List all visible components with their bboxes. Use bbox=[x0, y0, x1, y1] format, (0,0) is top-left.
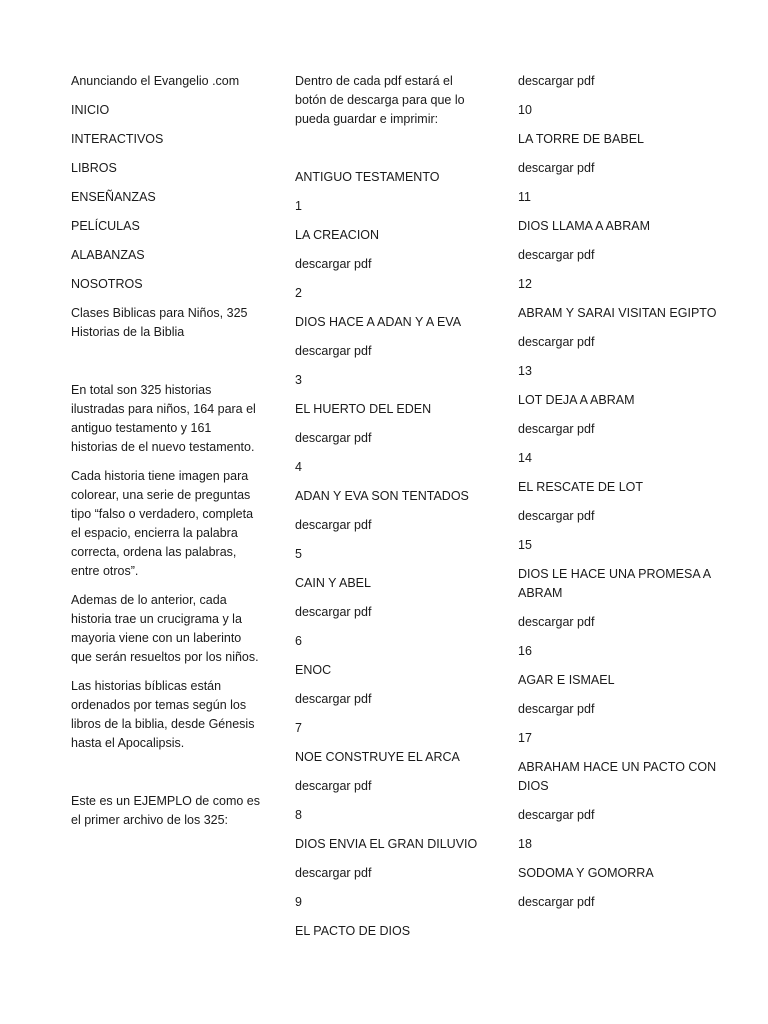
story-number: 13 bbox=[518, 364, 532, 378]
download-pdf-link[interactable]: descargar pdf bbox=[518, 895, 595, 909]
download-pdf-link[interactable]: descargar pdf bbox=[518, 161, 595, 175]
story-title: DIOS LE HACE UNA PROMESA A ABRAM bbox=[518, 567, 711, 600]
nav-item-peliculas[interactable]: PELÍCULAS bbox=[71, 219, 140, 233]
story-title: LA CREACION bbox=[295, 228, 380, 242]
download-pdf-link[interactable]: descargar pdf bbox=[518, 248, 595, 262]
spacer bbox=[71, 352, 261, 381]
story-title: AGAR E ISMAEL bbox=[518, 673, 615, 687]
download-pdf-link[interactable]: descargar pdf bbox=[295, 344, 372, 358]
story-title: DIOS HACE A ADAN Y A EVA bbox=[295, 315, 462, 329]
paragraph-crossword: Ademas de lo anterior, cada historia trae un crucigrama y la mayoria viene con un laberinto que serán resueltos por los niños. bbox=[71, 593, 259, 664]
left-column bbox=[71, 72, 261, 840]
download-pdf-link[interactable]: descargar pdf bbox=[295, 866, 372, 880]
download-pdf-link[interactable]: descargar pdf bbox=[518, 335, 595, 349]
nav-item-ensenanzas[interactable]: ENSEÑANZAS bbox=[71, 190, 156, 204]
story-title: ENOC bbox=[295, 663, 332, 677]
story-title: LA TORRE DE BABEL bbox=[518, 132, 644, 146]
download-pdf-link[interactable]: descargar pdf bbox=[518, 509, 595, 523]
story-number: 17 bbox=[518, 731, 532, 745]
download-intro: Dentro de cada pdf estará el botón de descarga para que lo pueda guardar e imprimir: bbox=[295, 74, 465, 126]
download-pdf-link[interactable]: descargar pdf bbox=[295, 779, 372, 793]
story-number: 16 bbox=[518, 644, 532, 658]
download-pdf-link[interactable]: descargar pdf bbox=[295, 692, 372, 706]
middle-column bbox=[295, 72, 485, 951]
download-pdf-link[interactable]: descargar pdf bbox=[518, 615, 595, 629]
download-pdf-link[interactable]: descargar pdf bbox=[295, 257, 372, 271]
story-title: ABRAHAM HACE UN PACTO CON DIOS bbox=[518, 760, 717, 793]
spacer bbox=[71, 763, 261, 792]
spacer bbox=[295, 139, 485, 168]
story-number: 12 bbox=[518, 277, 532, 291]
download-pdf-link[interactable]: descargar pdf bbox=[295, 518, 372, 532]
nav-item-interactivos[interactable]: INTERACTIVOS bbox=[71, 132, 164, 146]
paragraph-total: En total son 325 historias ilustradas para niños, 164 para el antiguo testamento y 161 historias de el nuevo testamento. bbox=[71, 383, 256, 454]
example-note: Este es un EJEMPLO de como es el primer archivo de los 325: bbox=[71, 794, 260, 827]
download-pdf-link[interactable]: descargar pdf bbox=[518, 702, 595, 716]
story-number: 9 bbox=[295, 895, 302, 909]
nav-item-nosotros[interactable]: NOSOTROS bbox=[71, 277, 143, 291]
download-pdf-link[interactable]: descargar pdf bbox=[518, 422, 595, 436]
paragraph-contents: Cada historia tiene imagen para colorear, una serie de preguntas tipo “falso o verdadero, completa el espacio, encierra la palabra correcta, ordena las palabras, entre otros”. bbox=[71, 469, 254, 578]
story-number: 1 bbox=[295, 199, 302, 213]
story-number: 10 bbox=[518, 103, 532, 117]
story-number: 8 bbox=[295, 808, 302, 822]
story-title: ADAN Y EVA SON TENTADOS bbox=[295, 489, 469, 503]
site-name[interactable]: Anunciando el Evangelio .com bbox=[71, 74, 240, 88]
nav-item-libros[interactable]: LIBROS bbox=[71, 161, 117, 175]
story-title: NOE CONSTRUYE EL ARCA bbox=[295, 750, 460, 764]
story-title: EL HUERTO DEL EDEN bbox=[295, 402, 432, 416]
story-title: EL RESCATE DE LOT bbox=[518, 480, 644, 494]
nav-item-inicio[interactable]: INICIO bbox=[71, 103, 110, 117]
download-pdf-link[interactable]: descargar pdf bbox=[518, 808, 595, 822]
story-title: SODOMA Y GOMORRA bbox=[518, 866, 654, 880]
paragraph-order: Las historias bíblicas están ordenados por temas según los libros de la biblia, desde Génesis hasta el Apocalipsis. bbox=[71, 679, 255, 750]
right-column bbox=[518, 72, 718, 922]
story-title: DIOS ENVIA EL GRAN DILUVIO bbox=[295, 837, 478, 851]
story-number: 15 bbox=[518, 538, 532, 552]
story-number: 7 bbox=[295, 721, 302, 735]
page-heading: Clases Biblicas para Niños, 325 Historias de la Biblia bbox=[71, 306, 248, 339]
story-title: ABRAM Y SARAI VISITAN EGIPTO bbox=[518, 306, 717, 320]
download-pdf-link[interactable]: descargar pdf bbox=[295, 605, 372, 619]
story-title: EL PACTO DE DIOS bbox=[295, 924, 411, 938]
story-number: 11 bbox=[518, 190, 531, 204]
story-title: LOT DEJA A ABRAM bbox=[518, 393, 635, 407]
story-number: 6 bbox=[295, 634, 302, 648]
story-title: CAIN Y ABEL bbox=[295, 576, 371, 590]
story-number: 4 bbox=[295, 460, 302, 474]
story-number: 18 bbox=[518, 837, 532, 851]
nav-item-alabanzas[interactable]: ALABANZAS bbox=[71, 248, 145, 262]
story-number: 5 bbox=[295, 547, 302, 561]
section-title: ANTIGUO TESTAMENTO bbox=[295, 170, 440, 184]
download-pdf-link[interactable]: descargar pdf bbox=[295, 431, 372, 445]
download-pdf-link[interactable]: descargar pdf bbox=[518, 74, 595, 88]
story-number: 14 bbox=[518, 451, 532, 465]
story-title: DIOS LLAMA A ABRAM bbox=[518, 219, 651, 233]
story-number: 3 bbox=[295, 373, 302, 387]
story-number: 2 bbox=[295, 286, 302, 300]
